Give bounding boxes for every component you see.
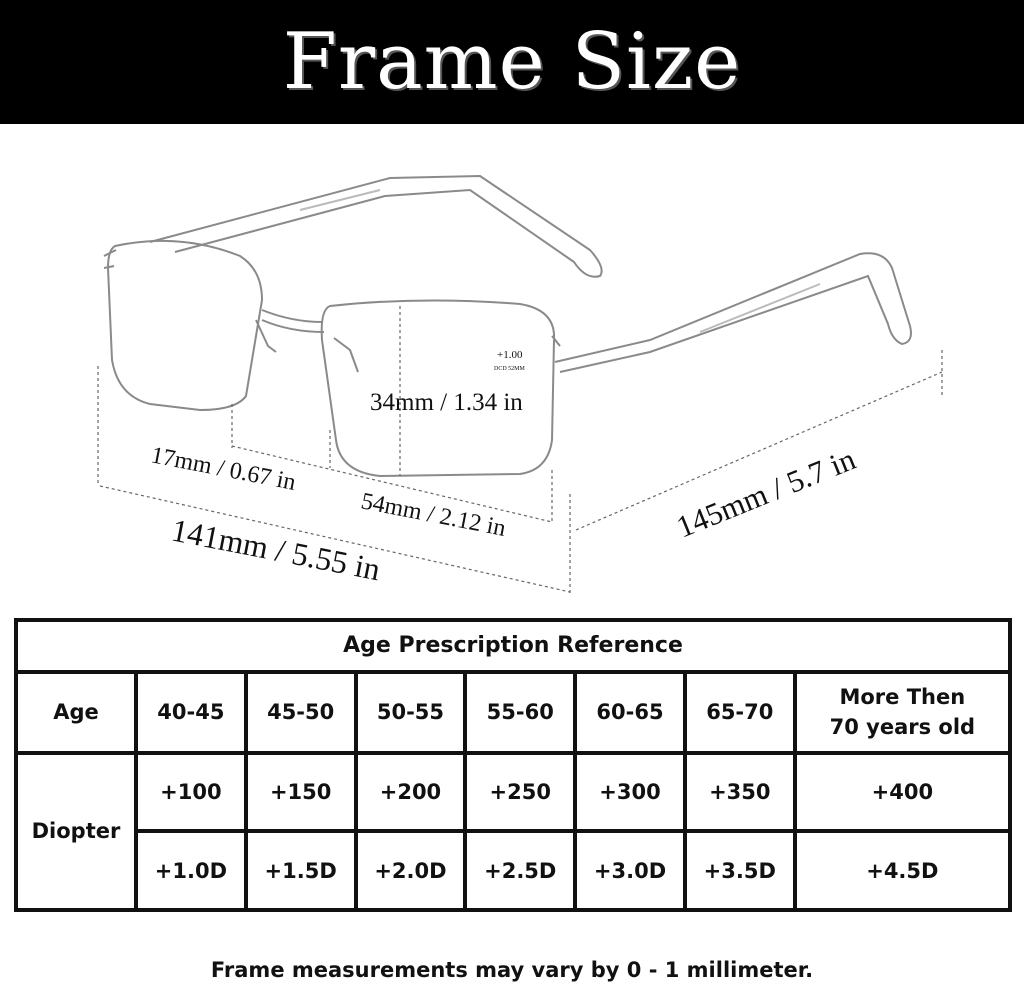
age-cell-over-70	[795, 672, 1010, 753]
bridge	[262, 310, 322, 322]
age-cell: 55-60	[465, 672, 575, 753]
strength-cell: +400	[795, 753, 1010, 832]
strength-cell: +100	[136, 753, 246, 832]
age-cell: 40-45	[136, 672, 246, 753]
lens-marking: +1.00	[497, 349, 523, 361]
prescription-table	[14, 618, 1012, 912]
strength-row	[16, 753, 1010, 832]
strength-cell: +150	[246, 753, 356, 832]
right-temple	[555, 253, 911, 372]
age-cell: 50-55	[356, 672, 466, 753]
table-title: Age Prescription Reference	[16, 620, 1010, 672]
strength-cell: +350	[685, 753, 795, 832]
page-title: Frame Size	[282, 17, 742, 107]
lens-height-label: 34mm / 1.34 in	[370, 389, 523, 416]
lens-marking-small: DCD 52MM	[494, 366, 525, 372]
glasses-illustration	[0, 124, 1024, 604]
glasses-drawing	[104, 176, 911, 476]
age-row	[16, 672, 1010, 753]
age-cell: 60-65	[575, 672, 685, 753]
diopter-cell: +1.0D	[136, 831, 246, 910]
diopter-row	[16, 831, 1010, 910]
diopter-label: Diopter	[16, 753, 136, 910]
title-banner	[0, 0, 1024, 124]
diopter-cell: +3.0D	[575, 831, 685, 910]
diopter-cell: +3.5D	[685, 831, 795, 910]
temple-length-label: 145mm / 5.7 in	[671, 441, 861, 545]
strength-cell: +300	[575, 753, 685, 832]
frame-width-label: 141mm / 5.55 in	[168, 511, 384, 588]
bridge-width-label: 17mm / 0.67 in	[148, 442, 298, 496]
strength-cell: +200	[356, 753, 466, 832]
diopter-cell: +2.5D	[465, 831, 575, 910]
diopter-cell: +1.5D	[246, 831, 356, 910]
diopter-cell: +4.5D	[795, 831, 1010, 910]
age-over-70-line1: More Then	[839, 685, 966, 710]
diopter-cell: +2.0D	[356, 831, 466, 910]
strength-cell: +250	[465, 753, 575, 832]
age-cell: 45-50	[246, 672, 356, 753]
lens-width-label: 54mm / 2.12 in	[358, 488, 508, 542]
age-cell: 65-70	[685, 672, 795, 753]
measurement-note: Frame measurements may vary by 0 - 1 millimeter.	[210, 958, 814, 982]
age-label: Age	[16, 672, 136, 753]
age-over-70-line2: 70 years old	[829, 715, 976, 740]
left-lens	[108, 241, 262, 410]
